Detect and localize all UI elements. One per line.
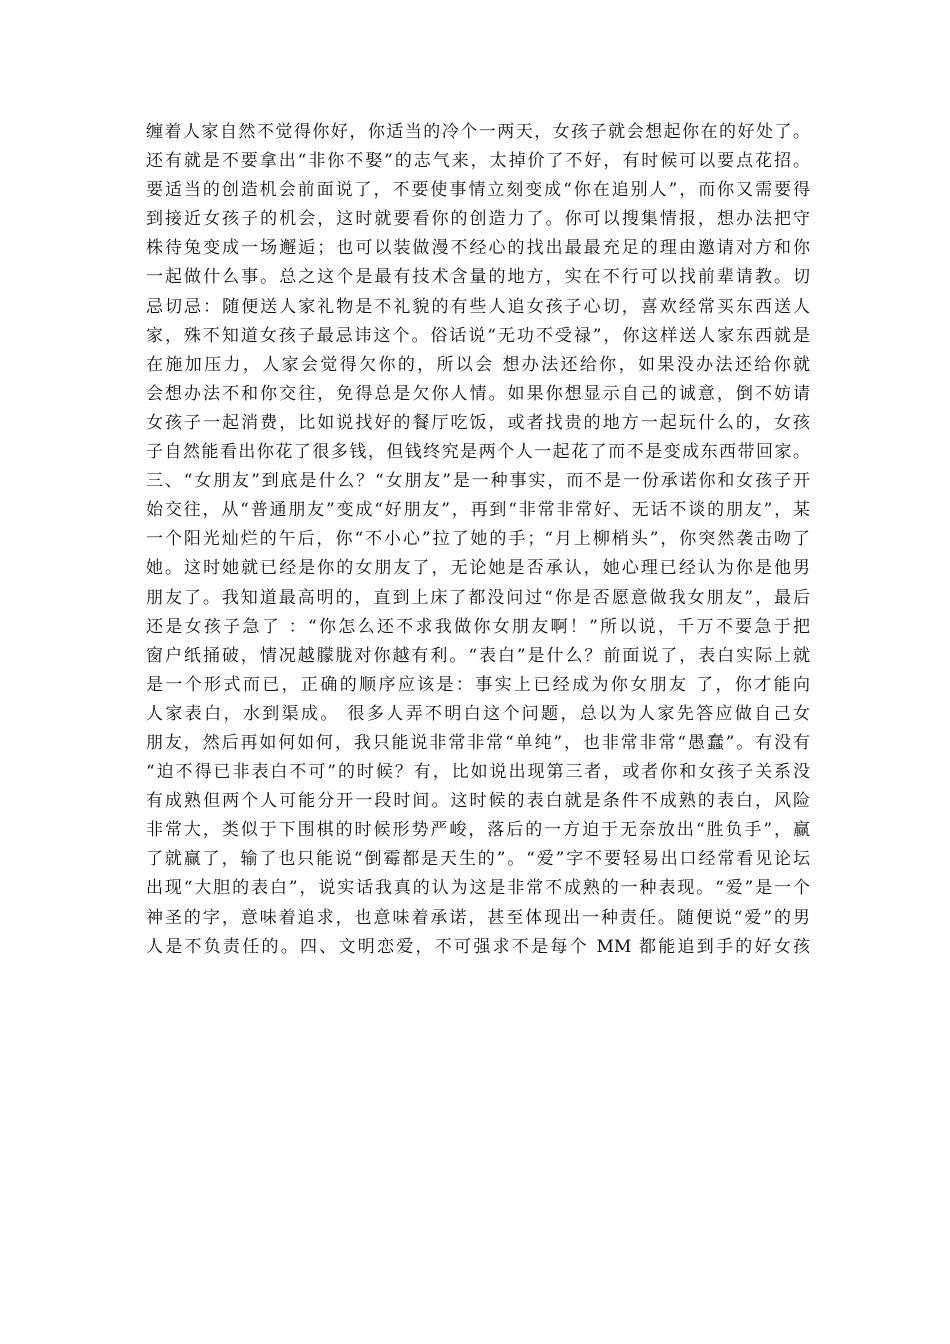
text-line: 她。这时她就已经是你的女朋友了，无论她是否承认，她心理已经认为你是他男	[146, 558, 810, 579]
text-line: 一起做什么事。总之这个是最有技术含量的地方，实在不行可以找前辈请教。切	[146, 267, 810, 288]
text-line: 到接近女孩子的机会，这时就要看你的创造力了。你可以搜集情报，想办法把守	[146, 209, 810, 230]
text-line: 是一个形式而已，正确的顺序应该是：事实上已经成为你女朋友 了，你才能向	[146, 674, 810, 695]
text-line: 非常大，类似于下围棋的时候形势严峻，落后的一方迫于无奈放出“胜负手”，赢	[146, 820, 810, 841]
text-line: 人家表白，水到渠成。 很多人弄不明白这个问题，总以为人家先答应做自己女	[146, 703, 810, 724]
text-line: 还是女孩子急了 ：“你怎么还不求我做你女朋友啊！”所以说，千万不要急于把	[146, 616, 810, 637]
text-line: 一个阳光灿烂的午后，你“不小心”拉了她的手；“月上柳梢头”，你突然袭击吻了	[146, 529, 810, 550]
text-line: 家，殊不知道女孩子最忌讳这个。俗话说“无功不受禄”，你这样送人家东西就是	[146, 325, 810, 346]
text-line: 了就赢了，输了也只能说“倒霉都是天生的”。“爱”字不要轻易出口经常看见论坛	[146, 849, 810, 870]
text-line: 人是不负责任的。四、文明恋爱，不可强求不是每个 MM 都能追到手的好女孩	[146, 936, 810, 957]
text-line: 还有就是不要拿出“非你不娶”的志气来，太掉价了不好，有时候可以要点花招。	[146, 151, 810, 172]
text-line: 女孩子一起消费，比如说找好的餐厅吃饭，或者找贵的地方一起玩什么的，女孩	[146, 412, 810, 433]
text-line: 有成熟但两个人可能分开一段时间。这时候的表白就是条件不成熟的表白，风险	[146, 791, 810, 812]
body-text	[146, 118, 810, 962]
text-line: 始交往，从“普通朋友”变成“好朋友”，再到“非常非常好、无话不谈的朋友”，某	[146, 500, 810, 521]
text-line: “迫不得已非表白不可”的时候？有，比如说出现第三者，或者你和女孩子关系没	[146, 762, 810, 783]
text-line: 神圣的字，意味着追求，也意味着承诺，甚至体现出一种责任。随便说“爱”的男	[146, 907, 810, 928]
text-line: 缠着人家自然不觉得你好，你适当的冷个一两天，女孩子就会想起你在的好处了。	[146, 122, 810, 142]
text-line: 出现“大胆的表白”，说实话我真的认为这是非常不成熟的一种表现。“爱”是一个	[146, 878, 810, 899]
text-line: 会想办法不和你交往，免得总是欠你人情。如果你想显示自己的诚意，倒不妨请	[146, 383, 810, 404]
text-line: 窗户纸捅破，情况越朦胧对你越有利。“表白”是什么？前面说了，表白实际上就	[146, 645, 810, 666]
text-line: 要适当的创造机会前面说了，不要使事情立刻变成“你在追别人”，而你又需要得	[146, 180, 810, 201]
text-line: 子自然能看出你花了很多钱，但钱终究是两个人一起花了而不是变成东西带回家。	[146, 442, 810, 463]
text-line: 忌切忌：随便送人家礼物是不礼貌的有些人追女孩子心切，喜欢经常买东西送人	[146, 296, 810, 317]
text-line: 朋友了。我知道最高明的，直到上床了都没问过“你是否愿意做我女朋友”，最后	[146, 587, 810, 608]
text-line: 三、“女朋友”到底是什么？“女朋友”是一种事实，而不是一份承诺你和女孩子开	[146, 471, 810, 492]
text-line: 朋友，然后再如何如何，我只能说非常非常“单纯”，也非常非常“愚蠢”。有没有	[146, 732, 810, 753]
text-line: 株待兔变成一场邂逅；也可以装做漫不经心的找出最最充足的理由邀请对方和你	[146, 238, 810, 259]
text-line: 在施加压力，人家会觉得欠你的，所以会 想办法还给你，如果没办法还给你就	[146, 354, 810, 375]
